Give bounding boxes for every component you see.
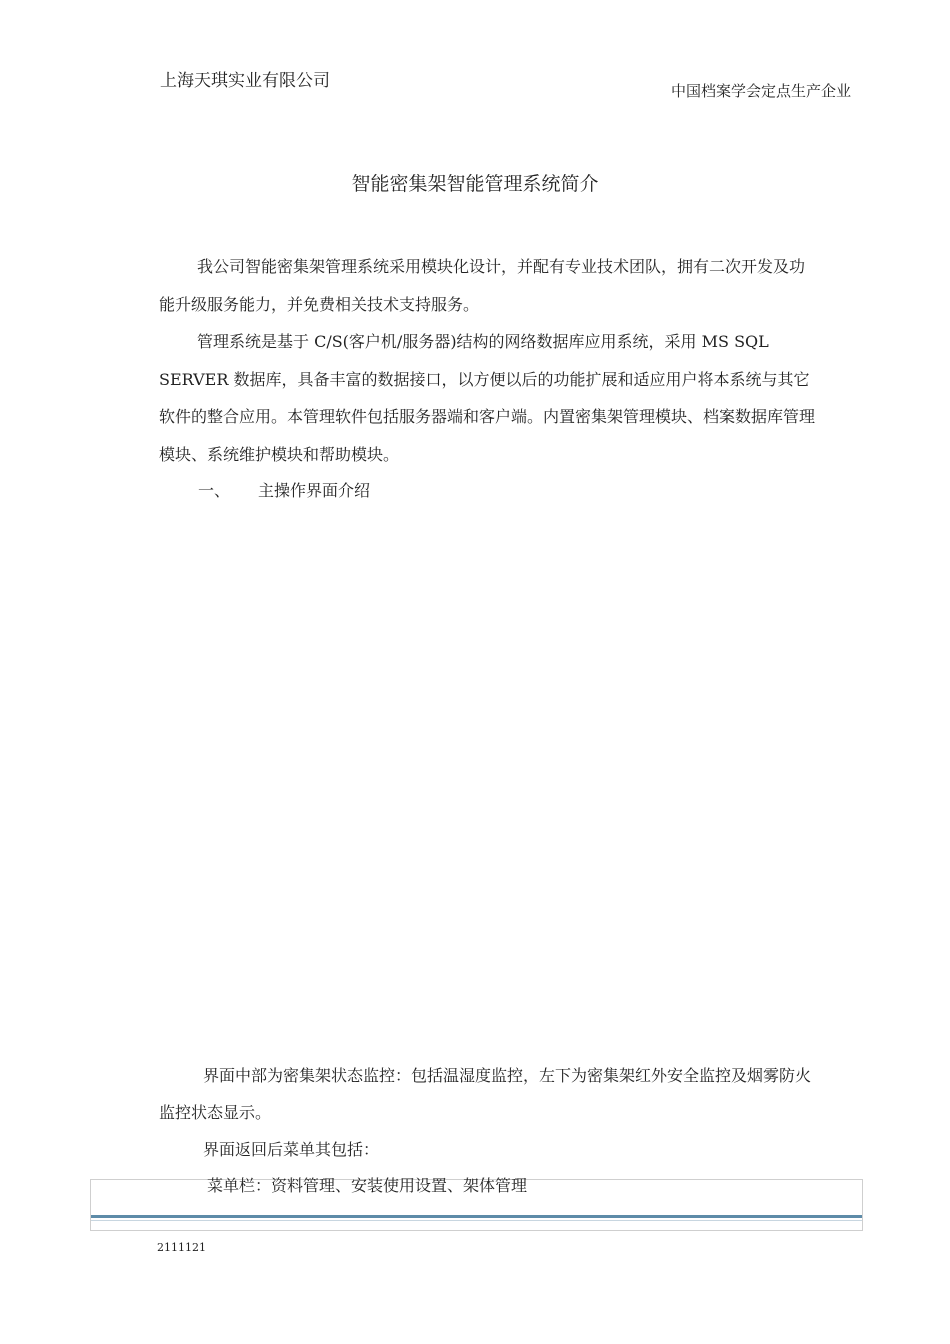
description-section [159, 1057, 824, 1168]
section-heading [198, 478, 370, 501]
menu-bar-label: 菜单栏：资料管理、安装使用设置、架体管理 [207, 1176, 528, 1195]
intro-section [159, 248, 819, 473]
certification-text: 中国档案学会定点生产企业 [671, 82, 852, 100]
description-paragraph: 界面中部为密集架状态监控：包括温湿度监控，左下为密集架红外安全监控及烟雾防火监控状态显示。 [159, 1066, 812, 1122]
menu-bar-stripe [91, 1215, 862, 1218]
menu-bar-stripe-light [91, 1220, 862, 1221]
description-paragraph: 界面返回后菜单其包括： [203, 1140, 380, 1159]
intro-paragraph: 管理系统是基于 C/S(客户机/服务器)结构的网络数据库应用系统，采用 MS SQL SERVER 数据库，具备丰富的数据接口，以方便以后的功能扩展和适应用户将本系统与其它软件的整合应用。本管理软件包括服务器端和客户端。内置密集架管理模块、档案数据库管理模块、系统维护模块和帮助模块。 [159, 332, 816, 464]
company-name: 上海天琪实业有限公司 [160, 71, 330, 91]
intro-paragraph: 我公司智能密集架管理系统采用模块化设计，并配有专业技术团队，拥有二次开发及功能升级服务能力，并免费相关技术支持服务。 [159, 257, 806, 314]
document-title: 智能密集架智能管理系统简介 [351, 173, 599, 195]
section-title: 主操作界面介绍 [258, 481, 371, 500]
footer-code: 2111121 [157, 1241, 206, 1254]
section-number: 一、 [198, 481, 231, 500]
